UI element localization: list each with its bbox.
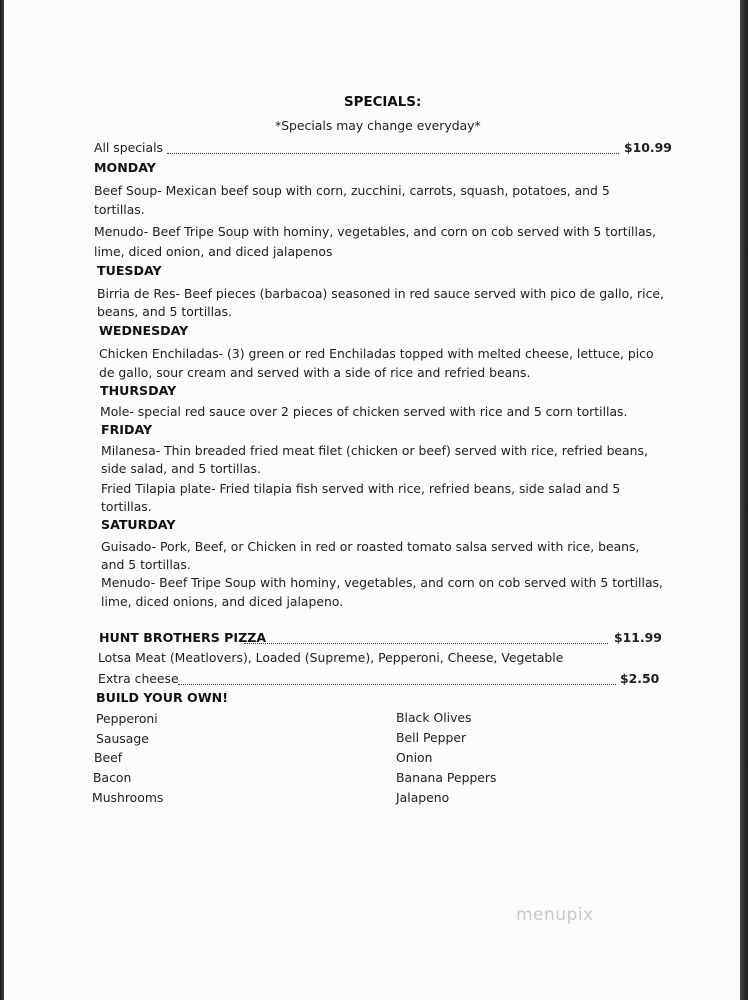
extra-cheese-label: Extra cheese <box>98 671 179 686</box>
dot-leader <box>244 633 608 644</box>
topping-item: Onion <box>396 750 433 765</box>
topping-item: Jalapeno <box>396 790 450 805</box>
pizza-price: $11.99 <box>614 630 662 645</box>
watermark: menupix <box>516 905 594 925</box>
menu-item-line: tortillas. <box>94 202 145 217</box>
topping-item: Banana Peppers <box>396 770 497 785</box>
menu-item-line: lime, diced onions, and diced jalapeno. <box>101 594 344 609</box>
menu-item-line: and 5 tortillas. <box>101 557 191 572</box>
page-title: SPECIALS: <box>344 95 422 110</box>
menu-item-line: Mole- special red sauce over 2 pieces of chicken served with rice and 5 corn tortillas. <box>100 404 628 419</box>
topping-item: Beef <box>94 750 123 765</box>
page-edge-right <box>740 0 748 1000</box>
thursday-heading: THURSDAY <box>100 383 177 398</box>
menu-item-line: Beef Soup- Mexican beef soup with corn, zucchini, carrots, squash, potatoes, and 5 <box>94 183 610 198</box>
topping-item: Bacon <box>93 770 132 785</box>
menu-item-line: de gallo, sour cream and served with a side of rice and refried beans. <box>99 365 531 380</box>
friday-heading: FRIDAY <box>101 422 153 437</box>
menu-item-line: lime, diced onion, and diced jalapenos <box>94 244 333 259</box>
topping-item: Pepperoni <box>96 711 158 726</box>
menu-item-line: beans, and 5 tortillas. <box>97 304 233 319</box>
tuesday-heading: TUESDAY <box>97 263 162 278</box>
menu-item-line: Milanesa- Thin breaded fried meat filet (chicken or beef) served with rice, refried beans, <box>101 443 648 458</box>
menu-item-line: Guisado- Pork, Beef, or Chicken in red or roasted tomato salsa served with rice, beans, <box>101 539 640 554</box>
menu-item-line: tortillas. <box>101 499 152 514</box>
build-your-own-heading: BUILD YOUR OWN! <box>96 690 228 705</box>
wednesday-heading: WEDNESDAY <box>99 323 189 338</box>
monday-heading: MONDAY <box>94 160 156 175</box>
dot-leader <box>167 143 619 154</box>
saturday-heading: SATURDAY <box>101 517 176 532</box>
menu-item-line: Fried Tilapia plate- Fried tilapia fish served with rice, refried beans, side salad and 5 <box>101 481 621 496</box>
extra-cheese-price: $2.50 <box>620 671 660 686</box>
all-specials-price: $10.99 <box>624 140 672 155</box>
topping-item: Bell Pepper <box>396 730 467 745</box>
menu-item-line: Birria de Res- Beef pieces (barbacoa) seasoned in red sauce served with pico de gallo, rice, <box>97 286 664 301</box>
topping-item: Black Olives <box>396 710 472 725</box>
menu-item-line: Menudo- Beef Tripe Soup with hominy, vegetables, and corn on cob served with 5 tortillas, <box>101 575 663 590</box>
topping-item: Mushrooms <box>92 790 164 805</box>
menu-item-line: Chicken Enchiladas- (3) green or red Enchiladas topped with melted cheese, lettuce, pico <box>99 346 654 361</box>
pizza-heading: HUNT BROTHERS PIZZA <box>99 630 267 645</box>
menu-item-line: side salad, and 5 tortillas. <box>101 461 261 476</box>
specials-note: *Specials may change everyday* <box>275 118 481 133</box>
pizza-varieties: Lotsa Meat (Meatlovers), Loaded (Supreme), Pepperoni, Cheese, Vegetable <box>98 650 564 665</box>
dot-leader <box>178 674 616 685</box>
all-specials-label: All specials <box>94 140 163 155</box>
menu-item-line: Menudo- Beef Tripe Soup with hominy, vegetables, and corn on cob served with 5 tortillas, <box>94 224 656 239</box>
topping-item: Sausage <box>96 731 149 746</box>
